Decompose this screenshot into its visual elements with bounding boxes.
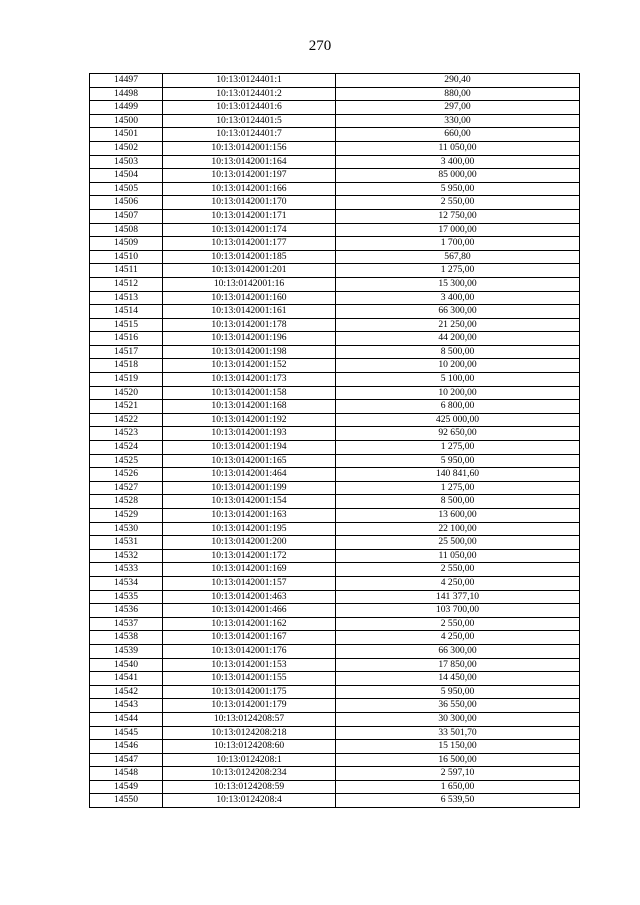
row-number-cell: 14514: [90, 305, 163, 319]
value-cell: 12 750,00: [336, 209, 580, 223]
row-number-cell: 14538: [90, 631, 163, 645]
cadastral-number-cell: 10:13:0142001:177: [163, 237, 336, 251]
cadastral-value-table: [89, 73, 580, 808]
cadastral-number-cell: 10:13:0142001:201: [163, 264, 336, 278]
table-row: [90, 549, 580, 563]
table-row: [90, 373, 580, 387]
value-cell: 15 150,00: [336, 740, 580, 754]
cadastral-number-cell: 10:13:0142001:464: [163, 468, 336, 482]
row-number-cell: 14520: [90, 386, 163, 400]
table-row: [90, 264, 580, 278]
table-row: [90, 658, 580, 672]
row-number-cell: 14550: [90, 794, 163, 808]
value-cell: 44 200,00: [336, 332, 580, 346]
cadastral-number-cell: 10:13:0142001:463: [163, 590, 336, 604]
value-cell: 2 550,00: [336, 563, 580, 577]
cadastral-number-cell: 10:13:0142001:197: [163, 169, 336, 183]
table-row: [90, 740, 580, 754]
table-row: [90, 712, 580, 726]
table-row: [90, 196, 580, 210]
cadastral-number-cell: 10:13:0124401:1: [163, 74, 336, 88]
table-row: [90, 468, 580, 482]
row-number-cell: 14548: [90, 767, 163, 781]
row-number-cell: 14504: [90, 169, 163, 183]
value-cell: 5 100,00: [336, 373, 580, 387]
value-cell: 140 841,60: [336, 468, 580, 482]
table-row: [90, 454, 580, 468]
value-cell: 11 050,00: [336, 549, 580, 563]
cadastral-number-cell: 10:13:0142001:193: [163, 427, 336, 441]
value-cell: 92 650,00: [336, 427, 580, 441]
row-number-cell: 14516: [90, 332, 163, 346]
value-cell: 141 377,10: [336, 590, 580, 604]
row-number-cell: 14540: [90, 658, 163, 672]
value-cell: 3 400,00: [336, 291, 580, 305]
table-row: [90, 767, 580, 781]
table-row: [90, 563, 580, 577]
row-number-cell: 14501: [90, 128, 163, 142]
cadastral-number-cell: 10:13:0142001:185: [163, 250, 336, 264]
row-number-cell: 14549: [90, 780, 163, 794]
row-number-cell: 14534: [90, 576, 163, 590]
row-number-cell: 14533: [90, 563, 163, 577]
row-number-cell: 14507: [90, 209, 163, 223]
row-number-cell: 14505: [90, 182, 163, 196]
row-number-cell: 14525: [90, 454, 163, 468]
table-row: [90, 726, 580, 740]
table-row: [90, 400, 580, 414]
value-cell: 36 550,00: [336, 699, 580, 713]
page-number: 270: [308, 38, 332, 54]
row-number-cell: 14497: [90, 74, 163, 88]
table-row: [90, 617, 580, 631]
value-cell: 14 450,00: [336, 672, 580, 686]
value-cell: 425 000,00: [336, 413, 580, 427]
table-row: [90, 345, 580, 359]
row-number-cell: 14524: [90, 441, 163, 455]
row-number-cell: 14542: [90, 685, 163, 699]
row-number-cell: 14523: [90, 427, 163, 441]
table-row: [90, 155, 580, 169]
cadastral-number-cell: 10:13:0142001:164: [163, 155, 336, 169]
cadastral-number-cell: 10:13:0142001:165: [163, 454, 336, 468]
table-row: [90, 522, 580, 536]
table-row: [90, 604, 580, 618]
table-row: [90, 441, 580, 455]
cadastral-number-cell: 10:13:0142001:196: [163, 332, 336, 346]
row-number-cell: 14532: [90, 549, 163, 563]
value-cell: 33 501,70: [336, 726, 580, 740]
table-row: [90, 386, 580, 400]
cadastral-number-cell: 10:13:0124208:57: [163, 712, 336, 726]
row-number-cell: 14513: [90, 291, 163, 305]
table-row: [90, 590, 580, 604]
table-row: [90, 332, 580, 346]
value-cell: 2 550,00: [336, 196, 580, 210]
value-cell: 8 500,00: [336, 345, 580, 359]
row-number-cell: 14518: [90, 359, 163, 373]
cadastral-number-cell: 10:13:0124208:4: [163, 794, 336, 808]
cadastral-number-cell: 10:13:0142001:198: [163, 345, 336, 359]
value-cell: 16 500,00: [336, 753, 580, 767]
value-cell: 10 200,00: [336, 386, 580, 400]
cadastral-number-cell: 10:13:0142001:170: [163, 196, 336, 210]
table-row: [90, 291, 580, 305]
cadastral-number-cell: 10:13:0142001:171: [163, 209, 336, 223]
row-number-cell: 14502: [90, 141, 163, 155]
table-row: [90, 413, 580, 427]
cadastral-number-cell: 10:13:0142001:160: [163, 291, 336, 305]
row-number-cell: 14536: [90, 604, 163, 618]
value-cell: 21 250,00: [336, 318, 580, 332]
table-row: [90, 318, 580, 332]
cadastral-number-cell: 10:13:0124208:1: [163, 753, 336, 767]
cadastral-number-cell: 10:13:0142001:175: [163, 685, 336, 699]
value-cell: 1 275,00: [336, 264, 580, 278]
table-row: [90, 359, 580, 373]
table-row: [90, 631, 580, 645]
row-number-cell: 14498: [90, 87, 163, 101]
row-number-cell: 14547: [90, 753, 163, 767]
table-row: [90, 699, 580, 713]
table-row: [90, 536, 580, 550]
table-row: [90, 101, 580, 115]
value-cell: 66 300,00: [336, 305, 580, 319]
table-row: [90, 128, 580, 142]
value-cell: 1 700,00: [336, 237, 580, 251]
table-row: [90, 576, 580, 590]
cadastral-number-cell: 10:13:0124401:7: [163, 128, 336, 142]
value-cell: 15 300,00: [336, 277, 580, 291]
row-number-cell: 14508: [90, 223, 163, 237]
value-cell: 660,00: [336, 128, 580, 142]
value-cell: 880,00: [336, 87, 580, 101]
value-cell: 25 500,00: [336, 536, 580, 550]
row-number-cell: 14530: [90, 522, 163, 536]
cadastral-number-cell: 10:13:0142001:161: [163, 305, 336, 319]
row-number-cell: 14515: [90, 318, 163, 332]
cadastral-number-cell: 10:13:0142001:466: [163, 604, 336, 618]
cadastral-number-cell: 10:13:0142001:194: [163, 441, 336, 455]
table-row: [90, 237, 580, 251]
cadastral-number-cell: 10:13:0124401:5: [163, 114, 336, 128]
value-cell: 66 300,00: [336, 644, 580, 658]
row-number-cell: 14544: [90, 712, 163, 726]
table-row: [90, 141, 580, 155]
value-cell: 3 400,00: [336, 155, 580, 169]
row-number-cell: 14537: [90, 617, 163, 631]
cadastral-number-cell: 10:13:0142001:16: [163, 277, 336, 291]
value-cell: 5 950,00: [336, 182, 580, 196]
cadastral-number-cell: 10:13:0142001:163: [163, 509, 336, 523]
cadastral-number-cell: 10:13:0142001:200: [163, 536, 336, 550]
value-cell: 567,80: [336, 250, 580, 264]
value-cell: 1 275,00: [336, 481, 580, 495]
cadastral-number-cell: 10:13:0142001:167: [163, 631, 336, 645]
row-number-cell: 14500: [90, 114, 163, 128]
value-cell: 10 200,00: [336, 359, 580, 373]
table-row: [90, 182, 580, 196]
table-body: [90, 74, 580, 808]
table-row: [90, 644, 580, 658]
value-cell: 17 850,00: [336, 658, 580, 672]
value-cell: 1 650,00: [336, 780, 580, 794]
row-number-cell: 14545: [90, 726, 163, 740]
table-row: [90, 780, 580, 794]
table-row: [90, 209, 580, 223]
table-row: [90, 250, 580, 264]
row-number-cell: 14522: [90, 413, 163, 427]
row-number-cell: 14517: [90, 345, 163, 359]
cadastral-number-cell: 10:13:0124208:218: [163, 726, 336, 740]
value-cell: 4 250,00: [336, 576, 580, 590]
table-row: [90, 169, 580, 183]
value-cell: 2 597,10: [336, 767, 580, 781]
cadastral-number-cell: 10:13:0124208:234: [163, 767, 336, 781]
cadastral-number-cell: 10:13:0142001:173: [163, 373, 336, 387]
table-row: [90, 114, 580, 128]
table-row: [90, 672, 580, 686]
cadastral-number-cell: 10:13:0124208:59: [163, 780, 336, 794]
cadastral-number-cell: 10:13:0142001:166: [163, 182, 336, 196]
table-row: [90, 305, 580, 319]
row-number-cell: 14526: [90, 468, 163, 482]
cadastral-number-cell: 10:13:0142001:156: [163, 141, 336, 155]
row-number-cell: 14531: [90, 536, 163, 550]
row-number-cell: 14519: [90, 373, 163, 387]
cadastral-number-cell: 10:13:0142001:169: [163, 563, 336, 577]
cadastral-number-cell: 10:13:0142001:174: [163, 223, 336, 237]
cadastral-number-cell: 10:13:0124401:2: [163, 87, 336, 101]
cadastral-number-cell: 10:13:0142001:168: [163, 400, 336, 414]
row-number-cell: 14527: [90, 481, 163, 495]
cadastral-number-cell: 10:13:0142001:157: [163, 576, 336, 590]
cadastral-number-cell: 10:13:0124401:6: [163, 101, 336, 115]
row-number-cell: 14539: [90, 644, 163, 658]
value-cell: 30 300,00: [336, 712, 580, 726]
value-cell: 8 500,00: [336, 495, 580, 509]
row-number-cell: 14543: [90, 699, 163, 713]
row-number-cell: 14510: [90, 250, 163, 264]
value-cell: 330,00: [336, 114, 580, 128]
row-number-cell: 14512: [90, 277, 163, 291]
table-row: [90, 74, 580, 88]
table-row: [90, 794, 580, 808]
row-number-cell: 14509: [90, 237, 163, 251]
row-number-cell: 14529: [90, 509, 163, 523]
value-cell: 290,40: [336, 74, 580, 88]
table-row: [90, 223, 580, 237]
row-number-cell: 14541: [90, 672, 163, 686]
row-number-cell: 14535: [90, 590, 163, 604]
value-cell: 4 250,00: [336, 631, 580, 645]
table-row: [90, 427, 580, 441]
table-row: [90, 753, 580, 767]
table-row: [90, 509, 580, 523]
row-number-cell: 14499: [90, 101, 163, 115]
cadastral-number-cell: 10:13:0142001:179: [163, 699, 336, 713]
value-cell: 1 275,00: [336, 441, 580, 455]
cadastral-number-cell: 10:13:0142001:178: [163, 318, 336, 332]
table-row: [90, 481, 580, 495]
row-number-cell: 14546: [90, 740, 163, 754]
table-row: [90, 685, 580, 699]
row-number-cell: 14511: [90, 264, 163, 278]
cadastral-number-cell: 10:13:0142001:176: [163, 644, 336, 658]
cadastral-number-cell: 10:13:0124208:60: [163, 740, 336, 754]
cadastral-number-cell: 10:13:0142001:199: [163, 481, 336, 495]
cadastral-number-cell: 10:13:0142001:162: [163, 617, 336, 631]
value-cell: 5 950,00: [336, 685, 580, 699]
value-cell: 13 600,00: [336, 509, 580, 523]
table-row: [90, 87, 580, 101]
table-row: [90, 495, 580, 509]
value-cell: 17 000,00: [336, 223, 580, 237]
cadastral-number-cell: 10:13:0142001:172: [163, 549, 336, 563]
cadastral-number-cell: 10:13:0142001:152: [163, 359, 336, 373]
row-number-cell: 14521: [90, 400, 163, 414]
row-number-cell: 14506: [90, 196, 163, 210]
value-cell: 103 700,00: [336, 604, 580, 618]
cadastral-number-cell: 10:13:0142001:155: [163, 672, 336, 686]
cadastral-number-cell: 10:13:0142001:154: [163, 495, 336, 509]
cadastral-number-cell: 10:13:0142001:195: [163, 522, 336, 536]
cadastral-number-cell: 10:13:0142001:153: [163, 658, 336, 672]
row-number-cell: 14528: [90, 495, 163, 509]
value-cell: 6 539,50: [336, 794, 580, 808]
value-cell: 5 950,00: [336, 454, 580, 468]
value-cell: 2 550,00: [336, 617, 580, 631]
value-cell: 11 050,00: [336, 141, 580, 155]
table-row: [90, 277, 580, 291]
cadastral-number-cell: 10:13:0142001:192: [163, 413, 336, 427]
value-cell: 85 000,00: [336, 169, 580, 183]
value-cell: 6 800,00: [336, 400, 580, 414]
value-cell: 297,00: [336, 101, 580, 115]
value-cell: 22 100,00: [336, 522, 580, 536]
cadastral-number-cell: 10:13:0142001:158: [163, 386, 336, 400]
row-number-cell: 14503: [90, 155, 163, 169]
